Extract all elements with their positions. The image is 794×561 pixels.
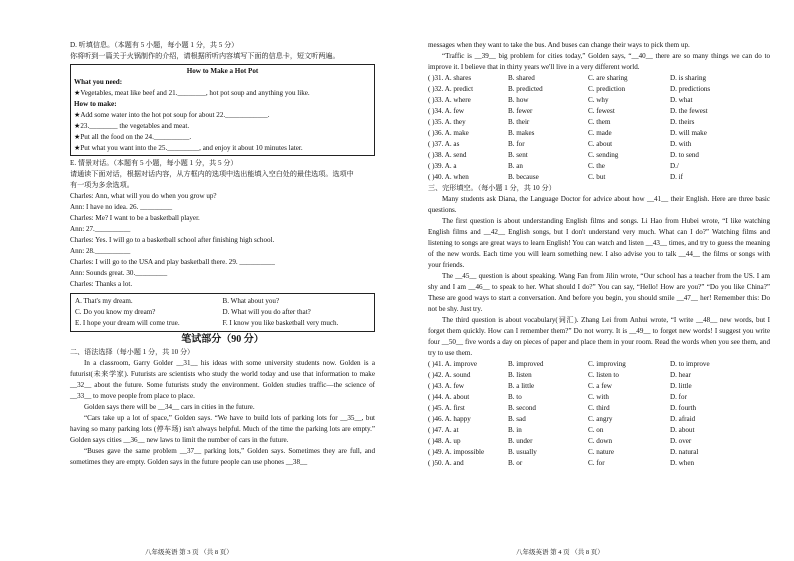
answer-option[interactable]: D. afraid [670,415,696,423]
card-title: How to Make a Hot Pot [186,67,259,75]
answer-option[interactable]: D. what [670,96,693,104]
answer-option[interactable]: C. made [588,129,612,137]
question-number-option[interactable]: ( )36. A. make [428,129,469,137]
answer-option[interactable]: B. or [508,459,523,467]
question-row [428,106,770,117]
question-row [428,447,770,458]
answer-option[interactable]: B. a little [508,382,535,390]
cloze-paragraph: The third question is about vocabulary(词汇). Zhang Lei from Anhui wrote, “I write __48__ new words, but I forget them quickly. How can I remember them?” Do not worry. It is __49__ to forget new words! I suggest you write four __50__ five words a day on pieces of paper and place them in your room. Read the words when you see them, and try to use them. [428,316,770,357]
answer-option[interactable]: B. to [508,393,522,401]
question-row [428,117,770,128]
question-row [428,403,770,414]
answer-option[interactable]: C. down [588,437,613,445]
question-row [428,95,770,106]
cloze-paragraph: The __45__ question is about speaking. Wang Fan from Jilin wrote, “Our school has a teacher from the US. I am shy and I am __46__ to speak to her. What should I do?” You can say, “Hello! How are you?” “Do you like China?” These are good ways to start a conversation. And before you begin, you should smile __47__ her! Remember this: Do not be shy. Just try. [428,272,770,313]
question-number-option[interactable]: ( )50. A. and [428,459,464,467]
passage-paragraph: “Cars take up a lot of space,” Golden says. “We have to build lots of parking lots for __35__, but having so many parking lots (停车场) isn't always helpful. Much of the time the parking lots are empty.” Golden says cities __36__ new laws to limit the number of cars in the future. [70,414,375,444]
answer-option[interactable]: C. sending [588,151,619,159]
option: E. I hope your dream will come true. [75,319,180,327]
answer-option[interactable]: C. for [588,459,605,467]
card-step: ★23.________ the vegetables and meat. [74,122,190,130]
question-row [428,139,770,150]
question-number-option[interactable]: ( )41. A. improve [428,360,478,368]
cloze-questions [428,359,770,469]
question-number-option[interactable]: ( )34. A. few [428,107,465,115]
answer-option[interactable]: D. when [670,459,695,467]
answer-option[interactable]: D. to improve [670,360,710,368]
answer-option[interactable]: D. hear [670,371,691,379]
cloze-section-title: 三、完形填空。（每小题 1 分，共 10 分） [428,184,556,192]
dialogue-options-box [70,293,375,332]
answer-option[interactable]: C. are sharing [588,74,628,82]
grammar-section-title: 二、语法选择（每小题 1 分，共 10 分） [70,348,195,356]
answer-option[interactable]: B. for [508,140,525,148]
answer-option[interactable]: C. about [588,140,613,148]
card-step: ★Add some water into the hot pot soup for about 22.____________. [74,111,270,119]
dialogue-line: Charles: I will go to the USA and play basketball there. 29. __________ [70,258,275,266]
answer-option[interactable]: D. little [670,382,692,390]
answer-option[interactable]: B. sent [508,151,528,159]
question-number-option[interactable]: ( )40. A. when [428,173,469,181]
question-row [428,414,770,425]
written-part-title: 笔试部分（90 分） [181,334,264,345]
section-e-title: E. 情景对话。（本题有 5 小题，每小题 1 分，共 5 分） [70,159,238,167]
answer-option[interactable]: B. their [508,118,530,126]
answer-option[interactable]: B. makes [508,129,535,137]
answer-option[interactable]: C. improving [588,360,626,368]
dialogue-line: Ann: 27.__________ [70,225,131,233]
question-row [428,150,770,161]
question-row [428,128,770,139]
dialogue-line: Ann: 28.__________ [70,247,131,255]
question-number-option[interactable]: ( )33. A. where [428,96,471,104]
answer-option[interactable]: C. the [588,162,605,170]
answer-option[interactable]: B. shared [508,74,535,82]
answer-option[interactable]: D. is sharing [670,74,707,82]
passage-paragraph: “Traffic is __39__ big problem for cities today,” Golden says, “__40__ there are so many things we can do to improve it. I believe that in thirty years we'll live in a very different world. [428,52,770,71]
answer-option[interactable]: B. usually [508,448,537,456]
answer-option[interactable]: C. them [588,118,611,126]
question-row [428,436,770,447]
answer-option[interactable]: C. but [588,173,606,181]
answer-option[interactable]: B. listen [508,371,532,379]
answer-option[interactable]: D./ [670,162,679,170]
hot-pot-info-card [70,64,375,156]
answer-option[interactable]: C. fewest [588,107,615,115]
dialogue-line: Ann: Sounds great. 30._________ [70,269,168,277]
question-number-option[interactable]: ( )46. A. happy [428,415,471,423]
answer-option[interactable]: C. with [588,393,609,401]
answer-option[interactable]: B. under [508,437,533,445]
dialogue [70,191,375,290]
card-step: ★Put all the food on the 24.__________. [74,133,192,141]
card-how-label: How to make: [74,100,117,108]
dialogue-line: Charles: Ann, what will you do when you grow up? [70,192,217,200]
answer-option[interactable]: B. how [508,96,529,104]
question-number-option[interactable]: ( )42. A. sound [428,371,471,379]
answer-option[interactable]: B. second [508,404,536,412]
answer-option[interactable]: B. in [508,426,522,434]
answer-option[interactable]: C. nature [588,448,615,456]
answer-option[interactable]: B. an [508,162,523,170]
question-row [428,392,770,403]
question-number-option[interactable]: ( )43. A. few [428,382,465,390]
answer-option[interactable]: D. natural [670,448,699,456]
page-footer-left: 八年级英语 第 3 页 （共 8 页） [145,549,233,556]
question-number-option[interactable]: ( )48. A. up [428,437,461,445]
answer-option[interactable]: D. about [670,426,695,434]
cloze-paragraph: The first question is about understanding English films and songs. Li Hao from Hubei wrote, “I like watching English films and __42__ English songs, but I don't understand very much. What can I do?” Watching films and listening to songs are great ways to learn English! You can watch and listen __43__ times, and try to guess the meaning of the new words. Each time you will learn something new. I also advise you to talk __44__ the films or songs with your friends. [428,217,770,269]
question-number-option[interactable]: ( )31. A. shares [428,74,472,82]
question-row [428,425,770,436]
dialogue-line: Charles: Yes. I will go to a basketball school after finishing high school. [70,236,275,244]
question-row [428,84,770,95]
answer-option[interactable]: B. because [508,173,539,181]
question-row [428,458,770,469]
question-row [428,73,770,84]
answer-option[interactable]: C. third [588,404,610,412]
card-step: ★Put what you want into the 25._________, and enjoy it about 10 minutes later. [74,144,303,152]
answer-option[interactable]: D. for [670,393,687,401]
answer-option[interactable]: D. if [670,173,684,181]
dialogue-line: Ann: I have no idea. 26. _________ [70,203,173,211]
answer-option[interactable]: B. fewer [508,107,533,115]
section-d-title: D. 听填信息。（本题有 5 小题，每小题 1 分，共 5 分） [70,41,239,49]
question-number-option[interactable]: ( )37. A. as [428,140,460,148]
option: F. I know you like basketball very much. [222,319,339,327]
answer-option[interactable]: D. over [670,437,692,445]
question-row [428,359,770,370]
page-footer-right: 八年级英语 第 4 页 （共 8 页） [516,549,604,556]
dialogue-line: Charles: Me? I want to be a basketball player. [70,214,200,222]
options-row [75,296,370,307]
question-row [428,161,770,172]
question-row [428,172,770,183]
card-need-line: ★Vegetables, meat like beef and 21.________, hot pot soup and anything you like. [74,89,310,97]
card-need-label: What you need: [74,78,123,86]
answer-option[interactable]: D. fourth [670,404,697,412]
question-number-option[interactable]: ( )38. A. send [428,151,467,159]
question-number-option[interactable]: ( )44. A. about [428,393,470,401]
answer-option[interactable]: C. listen to [588,371,619,379]
passage-paragraph: Golden says there will be __34__ cars in cities in the future. [84,403,255,411]
options-row [75,307,370,318]
answer-option[interactable]: C. why [588,96,609,104]
section-e-instructions: 请通读下面对话，根据对话内容，从方框内的选项中选出能填入空白处的最佳选项。选项中 [70,170,354,178]
passage-paragraph: “Buses gave the same problem __37__ parking lots,” Golden says. Sometimes they are full, and sometimes they are empty. Golden says in the future people can use phones __38__ [70,447,375,466]
option: C. Do you know my dream? [75,308,156,316]
question-number-option[interactable]: ( )45. A. first [428,404,465,412]
answer-option[interactable]: B. improved [508,360,544,368]
question-row [428,381,770,392]
passage-continuation: messages when they want to take the bus. And buses can change their ways to pick them up. [428,41,690,49]
answer-option[interactable]: D. the fewest [670,107,708,115]
question-number-option[interactable]: ( )49. A. impossible [428,448,485,456]
answer-option[interactable]: B. sad [508,415,526,423]
answer-option[interactable]: C. angry [588,415,613,423]
section-e-instructions-cont: 有一项为多余选项。 [70,181,134,189]
question-number-option[interactable]: ( )39. A. a [428,162,457,170]
question-number-option[interactable]: ( )32. A. predict [428,85,474,93]
answer-option[interactable]: D. theirs [670,118,695,126]
question-number-option[interactable]: ( )35. A. they [428,118,466,126]
option: B. What about you? [222,297,280,305]
option: A. That's my dream. [75,297,133,305]
passage-paragraph: In a classroom, Garry Golder __31__ his ideas with some university students now. Golden is a futurist(未来学家). Futurists are scientists who study the world today and use that information to make __32__ about the future. Some futurists study the environment. Golden studies traffic—the science of __33__ to move people from place to place. [70,359,375,400]
answer-option[interactable]: C. prediction [588,85,626,93]
dialogue-line: Charles: Thanks a lot. [70,280,133,288]
answer-option[interactable]: C. on [588,426,604,434]
question-row [428,370,770,381]
section-d-instructions: 你将听到一篇关于火锅制作的介绍，请根据所听内容填写下面的信息卡，短文听两遍。 [70,52,340,60]
answer-option[interactable]: D. predictions [670,85,711,93]
answer-option[interactable]: D. will make [670,129,707,137]
right-page-column [428,40,770,469]
options-row [75,318,370,329]
left-page-column [70,40,375,468]
option: D. What will you do after that? [222,308,311,316]
answer-option[interactable]: D. to send [670,151,699,159]
answer-option[interactable]: C. a few [588,382,612,390]
grammar-questions [428,73,770,183]
answer-option[interactable]: D. with [670,140,692,148]
question-number-option[interactable]: ( )47. A. at [428,426,459,434]
cloze-paragraph: Many students ask Diana, the Language Doctor for advice about how __41__ their English. Here are three basic questions. [428,195,770,214]
answer-option[interactable]: B. predicted [508,85,543,93]
